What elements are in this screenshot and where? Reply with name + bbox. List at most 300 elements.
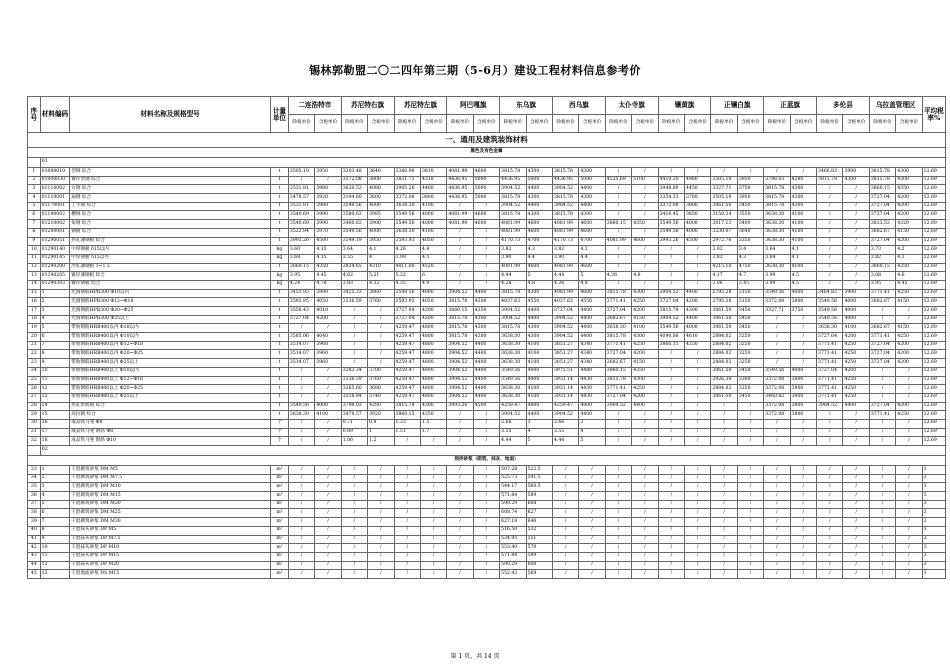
price-cell: 4400 [526,307,552,316]
price-cell: / [579,500,605,509]
price-cell: 3327.71 [711,185,737,194]
material-name-cell: 冷轧薄钢板 1~1.5 [70,263,271,272]
price-cell: 3350 [737,237,763,246]
price-cell: 3815.78 [447,315,473,324]
price-cell: 3460.82 [764,393,790,402]
price-cell: / [447,544,473,553]
price-cell: / [632,437,658,446]
price-cell: / [658,500,684,509]
table-row [28,500,946,509]
price-cell: 3372.08 [341,176,367,185]
table-row [28,168,946,177]
table-row [28,466,946,475]
price-cell: / [632,411,658,420]
price-cell: 3800 [790,298,816,307]
price-cell: 4150 [896,298,922,307]
price-cell: 4400 [473,393,499,402]
price-cell: / [869,315,895,324]
code-cell: 4 [40,492,70,501]
unit-cell: m³ [270,570,288,579]
price-cell: / [288,419,314,428]
price-cell: 3800 [790,385,816,394]
price-cell: 4800 [420,333,446,342]
price-cell: 4400 [526,202,552,211]
price-cell: / [737,411,763,420]
price-cell: 3824.65 [341,263,367,272]
price-cell: 3904.52 [605,402,631,411]
price-cell: 4700 [579,237,605,246]
material-name-cell: 干混抹灰砂浆 DP M10 [70,544,271,553]
price-cell: 3727.04 [552,307,578,316]
seq-cell: 11 [28,254,41,263]
price-cell: / [817,492,843,501]
price-cell: / [288,367,314,376]
price-cell: / [473,237,499,246]
price-cell: 3.82 [500,246,526,255]
price-cell: / [790,428,816,437]
price-cell: / [817,411,843,420]
price-cell: 4.8 [526,280,552,289]
price-cell: / [685,376,711,385]
table-row [28,402,946,411]
price-cell: 3.83 [341,280,367,289]
price-cell: 4400 [685,289,711,298]
price-cell: 4600 [526,228,552,237]
tax-rate-cell: 12.69 [922,263,945,272]
price-cell: / [869,570,895,579]
code-header: 材料编码 [40,97,70,133]
price-cell: 3593.93 [394,298,420,307]
price-cell: 4318 [420,176,446,185]
price-cell: 4300 [473,298,499,307]
price-cell: / [579,492,605,501]
price-cell: 4300 [632,333,658,342]
price-cell: 4300 [790,185,816,194]
price-cell: / [632,500,658,509]
price-cell: / [579,509,605,518]
price-cell: 4300 [526,333,552,342]
price-cell: / [341,509,367,518]
code-cell: 01210002 [40,220,70,229]
price-cell: / [368,552,394,561]
price-cell: 5 [526,437,552,446]
price-cell: 4000 [420,211,446,220]
price-cell: 4300 [790,202,816,211]
price-cell: / [605,474,631,483]
price-cell: 3920 [315,194,341,203]
price-cell: 4600 [579,289,605,298]
price-cell: 4300 [473,324,499,333]
price-cell: 3798.03 [341,402,367,411]
tax-rate-cell: 12.69 [922,289,945,298]
price-cell: 3904.52 [817,402,843,411]
table-body [28,133,946,579]
price-cell: / [288,518,314,527]
price-cell: 4800 [420,393,446,402]
table-row [28,411,946,420]
price-cell: / [685,552,711,561]
price-cell: / [473,466,499,475]
price-cell: 3860.15 [447,307,473,316]
price-cell: / [790,500,816,509]
price-cell: 0.8 [368,419,394,428]
price-cell: / [737,570,763,579]
price-cell: 3638.30 [764,228,790,237]
unit-cell: kg [270,272,288,281]
price-cell: / [869,561,895,570]
price-cell: / [632,492,658,501]
tax-rate-cell: 12.69 [922,333,945,342]
price-cell: / [394,492,420,501]
price-cell: / [843,419,869,428]
price-cell: 4259.47 [500,402,526,411]
price-cell: 3464.82 [817,289,843,298]
price-cell: 3851.27 [552,341,578,350]
price-cell: 571.84 [500,492,526,501]
price-cell: 4.2 [896,246,922,255]
price-cell: 3354.33 [658,194,684,203]
code-cell: 13 [40,570,70,579]
seq-header: 序号 [28,97,41,133]
material-name-cell: 型钢 综合 [70,168,271,177]
price-cell: / [341,324,367,333]
unit-cell: t [270,220,288,229]
price-cell: / [552,544,578,553]
price-cell: 2884.02 [711,350,737,359]
material-name-cell: 干混抹灰砂浆 DP M20 [70,561,271,570]
seq-cell: 6 [28,211,41,220]
price-cell: / [817,570,843,579]
price-cell: / [711,544,737,553]
price-cell: / [288,176,314,185]
price-cell: 4000 [843,315,869,324]
price-cell: / [790,526,816,535]
price-cell: 4400 [473,289,499,298]
price-cell: 4800 [579,402,605,411]
price-cell: 3904.52 [447,385,473,394]
price-cell: / [869,376,895,385]
price-cell: / [447,228,473,237]
tax-rate-cell: 12.69 [922,168,945,177]
price-cell: / [869,526,895,535]
price-cell: / [658,437,684,446]
seq-cell: 18 [28,315,41,324]
price-cell: 3638.30 [764,263,790,272]
price-cell: / [658,280,684,289]
price-cell: 3800 [790,402,816,411]
price-cell: 4600 [473,220,499,229]
price-cell: / [341,333,367,342]
price-cell: 4400 [473,376,499,385]
code-cell: 9 [40,359,70,368]
price-cell: 3549.56 [341,202,367,211]
region-header: 苏尼特右旗 [341,97,394,115]
price-cell: / [817,526,843,535]
price-cell: / [288,474,314,483]
tax-rate-cell: 12.69 [922,220,945,229]
price-cell: / [288,483,314,492]
tax-rate-cell: 12.69 [922,176,945,185]
price-cell: 3851.27 [552,359,578,368]
price-cell: 3336.59 [341,298,367,307]
price-cell: / [447,483,473,492]
price-cell: 4300 [473,315,499,324]
price-cell: 3985 [368,211,394,220]
price-cell: 3460.82 [341,220,367,229]
price-cell: / [843,428,869,437]
price-cell: 3061.50 [711,367,737,376]
tax-rate-cell: 12.69 [922,393,945,402]
code-cell: 01190002 [40,211,70,220]
price-cell: 3815.78 [605,333,631,342]
price-cell: 4340 [579,350,605,359]
material-name-cell: 带肋钢筋HRB400以上 Φ10以内 [70,367,271,376]
seq-cell: 34 [28,474,41,483]
name-header: 材料名称及规格型号 [70,97,271,133]
price-cell: / [843,228,869,237]
price-cell: / [315,570,341,579]
table-row [28,509,946,518]
price-cell: 3860.15 [869,185,895,194]
price-cell: / [685,544,711,553]
price-cell: 608 [526,561,552,570]
price-cell: / [605,211,631,220]
price-cell: 5000 [473,176,499,185]
tax-rate-cell: 12.69 [922,428,945,437]
price-cell: / [790,437,816,446]
excl-tax-header: 除税单价 [817,115,843,133]
group-number-blank [28,446,41,456]
material-name-cell: 镀锌型钢 综合 [70,176,271,185]
region-header: 苏尼特左旗 [394,97,447,115]
incl-tax-header: 含税单价 [632,115,658,133]
price-cell: 3815.78 [817,176,843,185]
price-cell: 3372.08 [764,298,790,307]
price-cell: / [817,474,843,483]
price-cell: 3727.04 [605,350,631,359]
material-name-cell: 镀锌钢板 综合 [70,280,271,289]
price-cell: / [764,333,790,342]
price-cell: / [843,552,869,561]
price-cell: 4259.47 [394,367,420,376]
price-cell: / [447,419,473,428]
price-cell: / [605,544,631,553]
price-cell: / [817,246,843,255]
price-cell: 3904.52 [552,324,578,333]
price-cell: 3815.78 [658,307,684,316]
price-cell: / [737,419,763,428]
seq-cell: 33 [28,466,41,475]
price-cell: 3904.52 [500,411,526,420]
price-cell: 4100 [526,385,552,394]
price-cell: 4525.69 [605,176,631,185]
price-cell: 3682.67 [869,324,895,333]
price-cell: 4436.95 [447,185,473,194]
price-cell: 3.68 [288,254,314,263]
price-cell: 4200 [896,211,922,220]
price-cell: 4200 [896,341,922,350]
price-cell: / [315,419,341,428]
price-cell: 3.55 [341,254,367,263]
price-cell: 4.7 [737,272,763,281]
price-cell: / [447,509,473,518]
price-cell: 1.06 [341,437,367,446]
price-cell: / [605,466,631,475]
price-cell: / [394,474,420,483]
incl-tax-header: 含税单价 [420,115,446,133]
price-cell: / [605,526,631,535]
price-cell: 4340 [579,359,605,368]
price-cell: 4.8 [420,246,446,255]
price-cell: 3815.78 [447,333,473,342]
price-cell: 4600 [579,220,605,229]
material-name-cell: 中厚钢板 δ15以内 [70,246,271,255]
price-cell: 3960 [315,350,341,359]
group-title-row [28,148,946,158]
table-row [28,194,946,203]
seq-cell: 28 [28,402,41,411]
price-cell: 4 [579,428,605,437]
price-cell: 3815.78 [552,211,578,220]
price-cell: 3800 [368,176,394,185]
price-cell: 3.45 [737,280,763,289]
price-cell: 3860.15 [605,220,631,229]
price-cell: 4520 [420,263,446,272]
price-cell: 3851.27 [552,350,578,359]
price-cell: 4080 [368,185,394,194]
price-cell: 4.1 [790,246,816,255]
excl-tax-header: 除税单价 [500,115,526,133]
price-cell: / [632,202,658,211]
price-cell: 4200 [896,359,922,368]
price-cell: / [447,492,473,501]
price-cell: 3931.14 [552,376,578,385]
price-cell: 3990 [315,211,341,220]
tax-rate-cell: 3 [922,466,945,475]
price-cell: 3904.52 [658,289,684,298]
price-cell: 4250 [896,411,922,420]
price-cell: 3336.59 [341,376,367,385]
price-cell: / [658,428,684,437]
price-cell: / [737,474,763,483]
price-cell: / [315,535,341,544]
price-cell: 4436.95 [447,194,473,203]
seq-cell: 21 [28,341,41,350]
price-cell: / [896,492,922,501]
price-cell: / [288,561,314,570]
code-cell: 2 [40,298,70,307]
price-cell: 3638.30 [394,228,420,237]
price-cell: 3815.78 [552,194,578,203]
price-cell: 3904.52 [447,289,473,298]
table-row [28,544,946,553]
price-cell: / [605,246,631,255]
price-cell: 3980 [315,202,341,211]
material-name-cell: 工字钢 综合 [70,202,271,211]
code-cell: 01110001 [40,194,70,203]
price-cell: / [632,561,658,570]
price-cell: 4800 [526,402,552,411]
price-cell: / [658,509,684,518]
incl-tax-header: 含税单价 [579,115,605,133]
price-cell: / [896,474,922,483]
price-cell: / [315,552,341,561]
price-cell: 3904.52 [552,315,578,324]
price-cell: 3194.60 [341,194,367,203]
price-cell: 3771.41 [817,376,843,385]
group-number: 02 [40,446,945,456]
unit-cell: m³ [270,509,288,518]
excl-tax-header: 除税单价 [394,115,420,133]
price-cell: 4000 [843,298,869,307]
price-cell: 4081.99 [500,228,526,237]
price-cell: 3993.26 [288,237,314,246]
tax-rate-cell: 12.69 [922,315,945,324]
price-cell: / [447,474,473,483]
price-cell: / [843,544,869,553]
price-cell: / [605,483,631,492]
price-cell: / [473,202,499,211]
price-cell: / [315,324,341,333]
price-cell: / [288,500,314,509]
group-number-row [28,158,946,168]
price-cell: / [658,168,684,177]
price-cell: / [632,428,658,437]
material-name-cell: 扁钢 综合 [70,194,271,203]
price-cell: / [658,552,684,561]
seq-cell: 4 [28,194,41,203]
price-cell: / [552,561,578,570]
price-cell: 4.3 [526,246,552,255]
price-cell: 522.5 [526,466,552,475]
material-name-cell: 钢板 综合 [70,228,271,237]
price-cell: 3400 [737,220,763,229]
price-cell: / [605,500,631,509]
price-cell: / [685,526,711,535]
price-cell: 4480 [579,367,605,376]
table-row [28,561,946,570]
price-cell: 4081.99 [605,237,631,246]
price-cell: 3549.56 [658,324,684,333]
price-cell: / [315,509,341,518]
price-cell: / [605,561,631,570]
price-cell: 4100 [420,202,446,211]
region-header: 二连浩特市 [288,97,341,115]
page-footer: 第 1 页，共 14 页 [450,653,500,660]
seq-cell: 24 [28,367,41,376]
group-title-row [28,456,946,466]
price-cell: / [817,228,843,237]
price-cell: 4081.99 [552,228,578,237]
price-cell: 608.74 [500,509,526,518]
seq-cell: 19 [28,324,41,333]
price-cell: / [737,552,763,561]
price-cell: / [420,561,446,570]
price-cell: / [817,544,843,553]
price-cell: / [473,552,499,561]
unit-cell: 个 [270,437,288,446]
price-cell: 3904.52 [500,307,526,316]
price-cell: 4 [368,254,394,263]
price-cell: / [790,474,816,483]
price-cell: 4.6 [896,272,922,281]
price-cell: 3640 [368,168,394,177]
price-cell: 3061.50 [711,393,737,402]
price-cell: 4150 [632,315,658,324]
price-cell: / [764,428,790,437]
price-cell: / [632,509,658,518]
price-cell: 3.02 [711,246,737,255]
